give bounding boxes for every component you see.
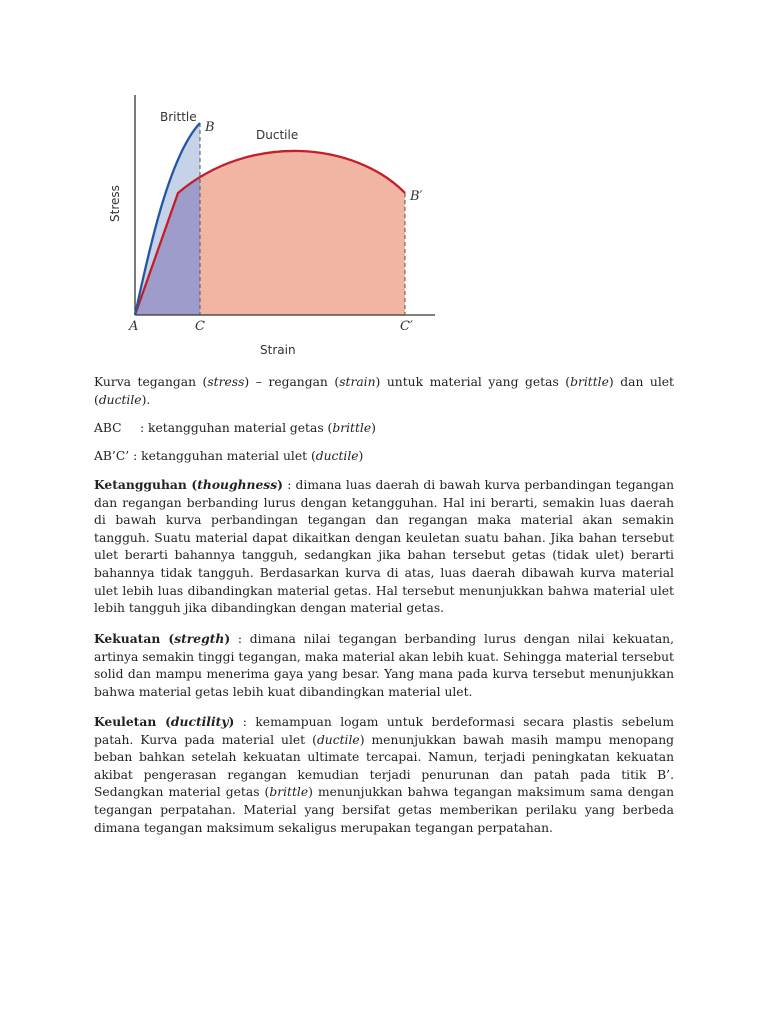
y-axis-label: Stress bbox=[108, 185, 122, 222]
stress-strain-figure bbox=[100, 90, 460, 360]
definition-abc-prime: AB’C’ : ketangguhan material ulet (ductile) bbox=[94, 449, 364, 463]
caption: Kurva tegangan (stress) – regangan (strain) untuk material yang getas (brittle) dan ulet (ductile). bbox=[94, 375, 674, 407]
definition-code: ABC bbox=[94, 421, 122, 435]
toughness-paragraph: Ketangguhan (thoughness) : dimana luas daerah di bawah kurva perbandingan tegangan dan regangan berbanding lurus dengan ketangguhan. Hal ini berarti, semakin luas daerah di bawah kurva perbandingan tegangan dan regangan maka material akan semakin tangguh. Suatu material dapat dikaitkan dengan keuletan suatu bahan. Jika bahan tersebut ulet berarti bahannya tangguh, sedangkan jika bahan tersebut getas (tidak ulet) berarti bahannya tidak tangguh. Berdasarkan kurva di atas, luas daerah dibawah kurva material ulet lebih luas dibandingkan material getas. Hal tersebut menunjukkan bahwa material ulet lebih tangguh jika dibandingkan dengan material getas. bbox=[94, 477, 675, 616]
x-axis-label: Strain bbox=[260, 343, 296, 357]
toughness-heading: Ketangguhan (thoughness) bbox=[94, 477, 283, 492]
brittle-label: Brittle bbox=[160, 110, 197, 124]
strength-heading: Kekuatan (stregth) bbox=[94, 631, 231, 646]
point-c-label: C bbox=[195, 319, 205, 334]
point-b-prime-label: B′ bbox=[410, 189, 423, 204]
ductility-heading: Keuletan (ductility) bbox=[94, 714, 235, 729]
point-b-label: B bbox=[205, 120, 215, 135]
definition-code: AB’C’ bbox=[94, 449, 130, 463]
strength-paragraph: Kekuatan (stregth) : dimana nilai tegangan berbanding lurus dengan nilai kekuatan, artinya semakin tinggi tegangan, maka material akan lebih kuat. Sehingga material tersebut solid dan mampu menerima gaya yang besar. Yang mana pada kurva tersebut menunjukkan bahwa material getas lebih kuat dibandingkan material ulet. bbox=[94, 631, 675, 699]
point-c-prime-label: C′ bbox=[400, 319, 413, 334]
definition-abc: ABC : ketangguhan material getas (brittle) bbox=[94, 420, 674, 438]
point-a-label: A bbox=[129, 319, 139, 334]
ductility-paragraph: Keuletan (ductility) : kemampuan logam untuk berdeformasi secara plastis sebelum patah. Kurva pada material ulet (ductile) menunjukkan bawah masih mampu menopang beban bahkan setelah kekuatan ultimate tercapai. Namun, terjadi peningkatan kekuatan akibat pengerasan regangan kemudian terjadi penurunan dan patah pada titik B’. Sedangkan material getas (brittle) menunjukkan bahwa tegangan maksimum sama dengan tegangan perpatahan. Material yang bersifat getas memberikan perilaku yang berbeda dimana tegangan maksimum sekaligus merupakan tegangan perpatahan. bbox=[94, 714, 674, 835]
ductile-label: Ductile bbox=[256, 128, 299, 142]
